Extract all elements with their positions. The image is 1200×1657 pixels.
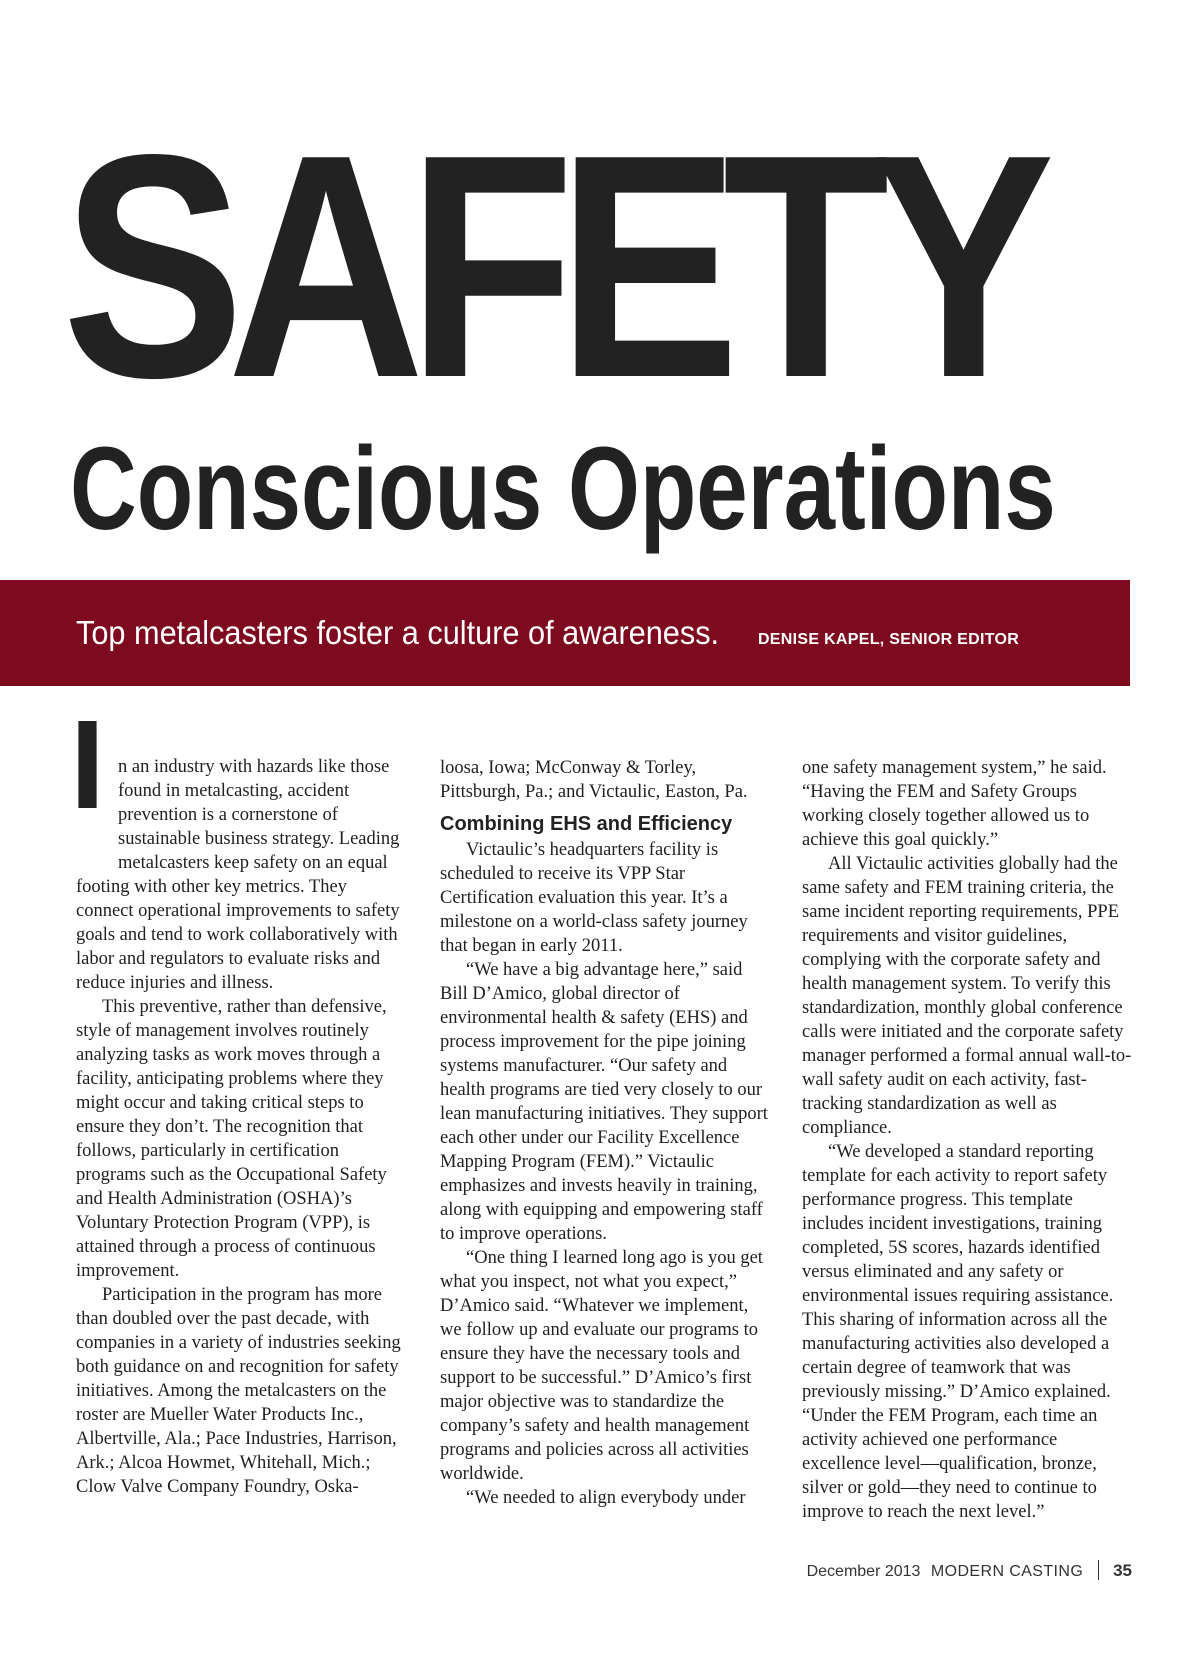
byline: DENISE KAPEL, SENIOR EDITOR: [757, 631, 1020, 648]
paragraph: “We have a big advantage here,” said Bill D’Amico, global director of environmental health & safety (EHS) and process improvement for the pipe joining systems manufacturer. “Our safety and health programs are tied very closely to our lean manufacturing initiatives. They support each other under our Facility Excellence Mapping Program (FEM).” Victaulic emphasizes and invests heavily in training, along with equipping and empowering staff to improve operations.: [440, 960, 768, 1244]
paragraph: Participation in the program has more than doubled over the past decade, with companies in a variety of industries seeking both guidance on and recognition for safety initiatives. Among the metalcasters on the roster are Mueller Water Products Inc., Albertville, Ala.; Pace Industries, Harrison, Ark.; Alcoa Howmet, Whitehall, Mich.; Clow Valve Company Foundry, Oska-: [76, 1285, 401, 1497]
footer-date: December 2013: [806, 1563, 921, 1580]
article-column-3: [802, 756, 1132, 1524]
deck-text: Top metalcasters foster a culture of awareness.: [76, 614, 720, 651]
paragraph: “We needed to align everybody under: [466, 1488, 746, 1508]
paragraph: loosa, Iowa; McConway & Torley, Pittsburgh, Pa.; and Victaulic, Easton, Pa.: [440, 758, 748, 802]
paragraph: “We developed a standard reporting template for each activity to report safety performance progress. This template includes incident investigations, training completed, 5S scores, hazards identified versus eliminated and any safety or environmental issues requiring assistance. This sharing of information across all the manufacturing activities also developed a certain degree of teamwork that was previously missing.” D’Amico explained. “Under the FEM Program, each time an activity achieved one performance excellence level—qualification, bronze, silver or gold—they need to continue to improve to reach the next level.”: [802, 1142, 1114, 1522]
paragraph: All Victaulic activities globally had the same safety and FEM training criteria, the same incident reporting requirements, PPE requirements and visitor guidelines, complying with the corporate safety and health management system. To verify this standardization, monthly global conference calls were initiated and the corporate safety manager performed a formal annual wall-to-wall safety audit on each activity, fast-tracking standardization as well as compliance.: [802, 854, 1132, 1138]
paragraph: n an industry with hazards like those found in metalcasting, accident prevention is a cornerstone of sustainable business strategy. Leading metalcasters keep safety on an equal footing with other key metrics. They connect operational improvements to safety goals and tend to work collaboratively with labor and regulators to evaluate risks and reduce injuries and illness.: [76, 757, 400, 993]
paragraph: This preventive, rather than defensive, style of management involves routinely analyzing tasks as work moves through a facility, anticipating problems where they might occur and taking critical steps to ensure they don’t. The recognition that follows, particularly in certification programs such as the Occupational Safety and Health Administration (OSHA)’s Voluntary Protection Program (VPP), is attained through a process of continuous improvement.: [76, 997, 387, 1281]
article-subheadline: Conscious Operations: [70, 423, 1056, 555]
paragraph: one safety management system,” he said. “Having the FEM and Safety Groups working closely together allowed us to achieve this goal quickly.”: [802, 758, 1107, 850]
paragraph: “One thing I learned long ago is you get what you inspect, not what you expect,” D’Amico said. “Whatever we implement, we follow up and evaluate our programs to ensure they have the necessary tools and support to be successful.” D’Amico’s first major objective was to standardize the company’s safety and health management programs and policies across all activities worldwide.: [440, 1248, 763, 1484]
section-heading: Combining EHS and Efficiency: [440, 813, 733, 835]
page-number: 35: [1113, 1561, 1132, 1580]
footer-divider: [1098, 1560, 1099, 1580]
paragraph: Victaulic’s headquarters facility is scheduled to receive its VPP Star Certification evaluation this year. It’s a milestone on a world-class safety journey that began in early 2011.: [440, 840, 748, 956]
drop-cap: I: [70, 694, 106, 835]
deck-line: [76, 614, 1019, 652]
footer-publication: MODERN CASTING: [930, 1563, 1084, 1580]
article-headline: SAFETY: [62, 89, 1038, 444]
article-column-2: [440, 756, 770, 1510]
page-footer: [807, 1560, 1132, 1581]
article-column-1: [70, 694, 406, 1499]
